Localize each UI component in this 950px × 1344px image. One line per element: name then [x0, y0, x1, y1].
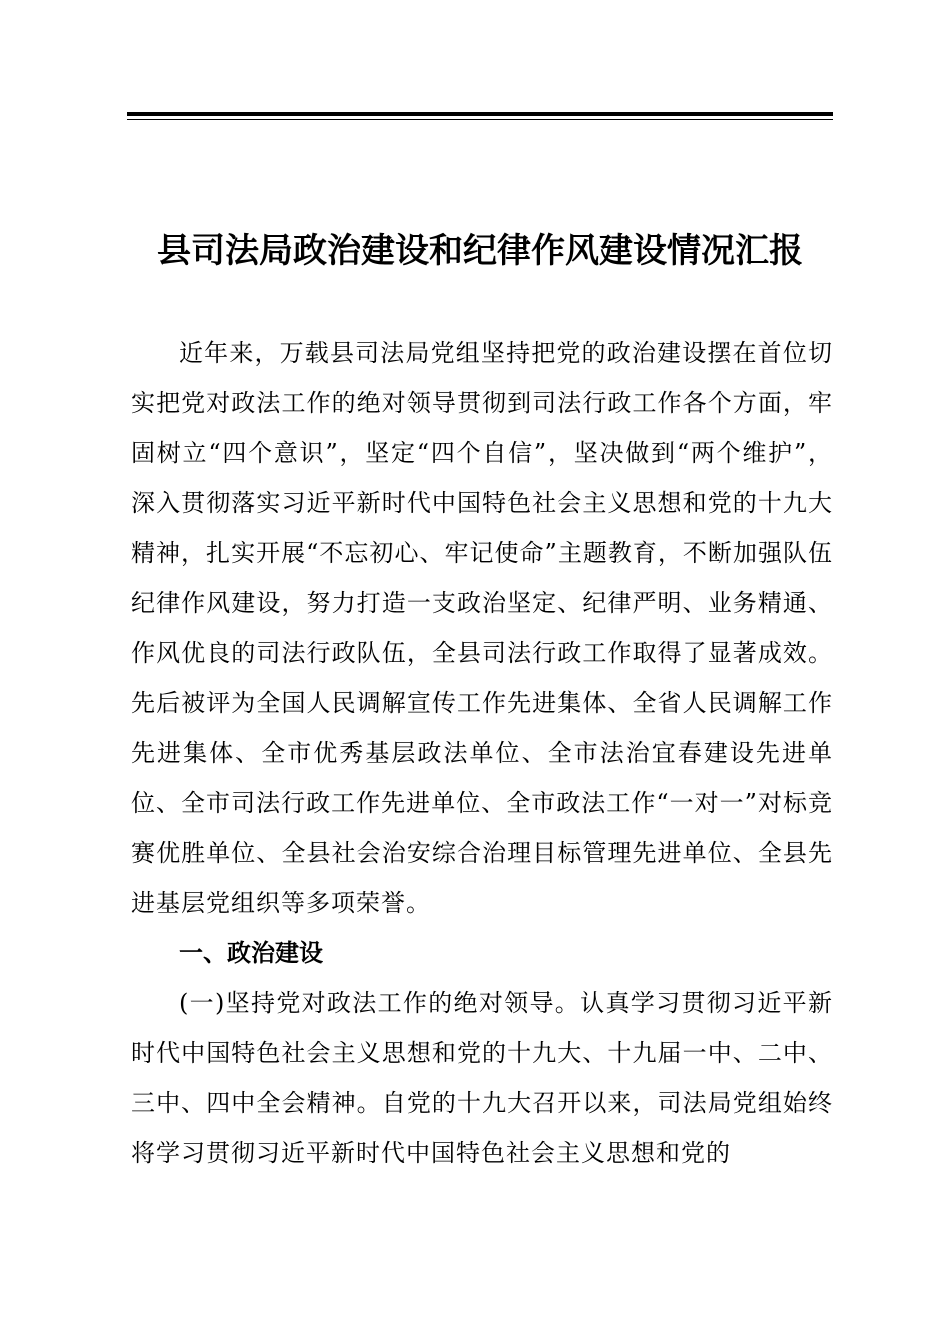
document-title: 县司法局政治建设和纪律作风建设情况汇报 [157, 231, 803, 271]
header-rule-thick [127, 112, 833, 116]
section-paragraph: (一)坚持党对政法工作的绝对领导。认真学习贯彻习近平新时代中国特色社会主义思想和党的十九大、十九届一中、二中、三中、四中全会精神。自党的十九大召开以来，司法局党组始终将学习贯彻习近平新时代中国特色社会主义思想和党的 [131, 989, 833, 1167]
section-heading: 一、政治建设 [179, 939, 323, 967]
document-body [131, 328, 833, 1178]
intro-paragraph: 近年来，万载县司法局党组坚持把党的政治建设摆在首位切实把党对政法工作的绝对领导贯彻到司法行政工作各个方面，牢固树立“四个意识”，坚定“四个自信”，坚决做到“两个维护”，深入贯彻落实习近平新时代中国特色社会主义思想和党的十九大精神，扎实开展“不忘初心、牢记使命”主题教育，不断加强队伍纪律作风建设，努力打造一支政治坚定、纪律严明、业务精通、作风优良的司法行政队伍，全县司法行政工作取得了显著成效。先后被评为全国人民调解宣传工作先进集体、全省人民调解工作先进集体、全市优秀基层政法单位、全市法治宜春建设先进单位、全市司法行政工作先进单位、全市政法工作“一对一”对标竞赛优胜单位、全县社会治安综合治理目标管理先进单位、全县先进基层党组织等多项荣誉。 [131, 339, 833, 917]
header-rule-thin [127, 119, 833, 120]
